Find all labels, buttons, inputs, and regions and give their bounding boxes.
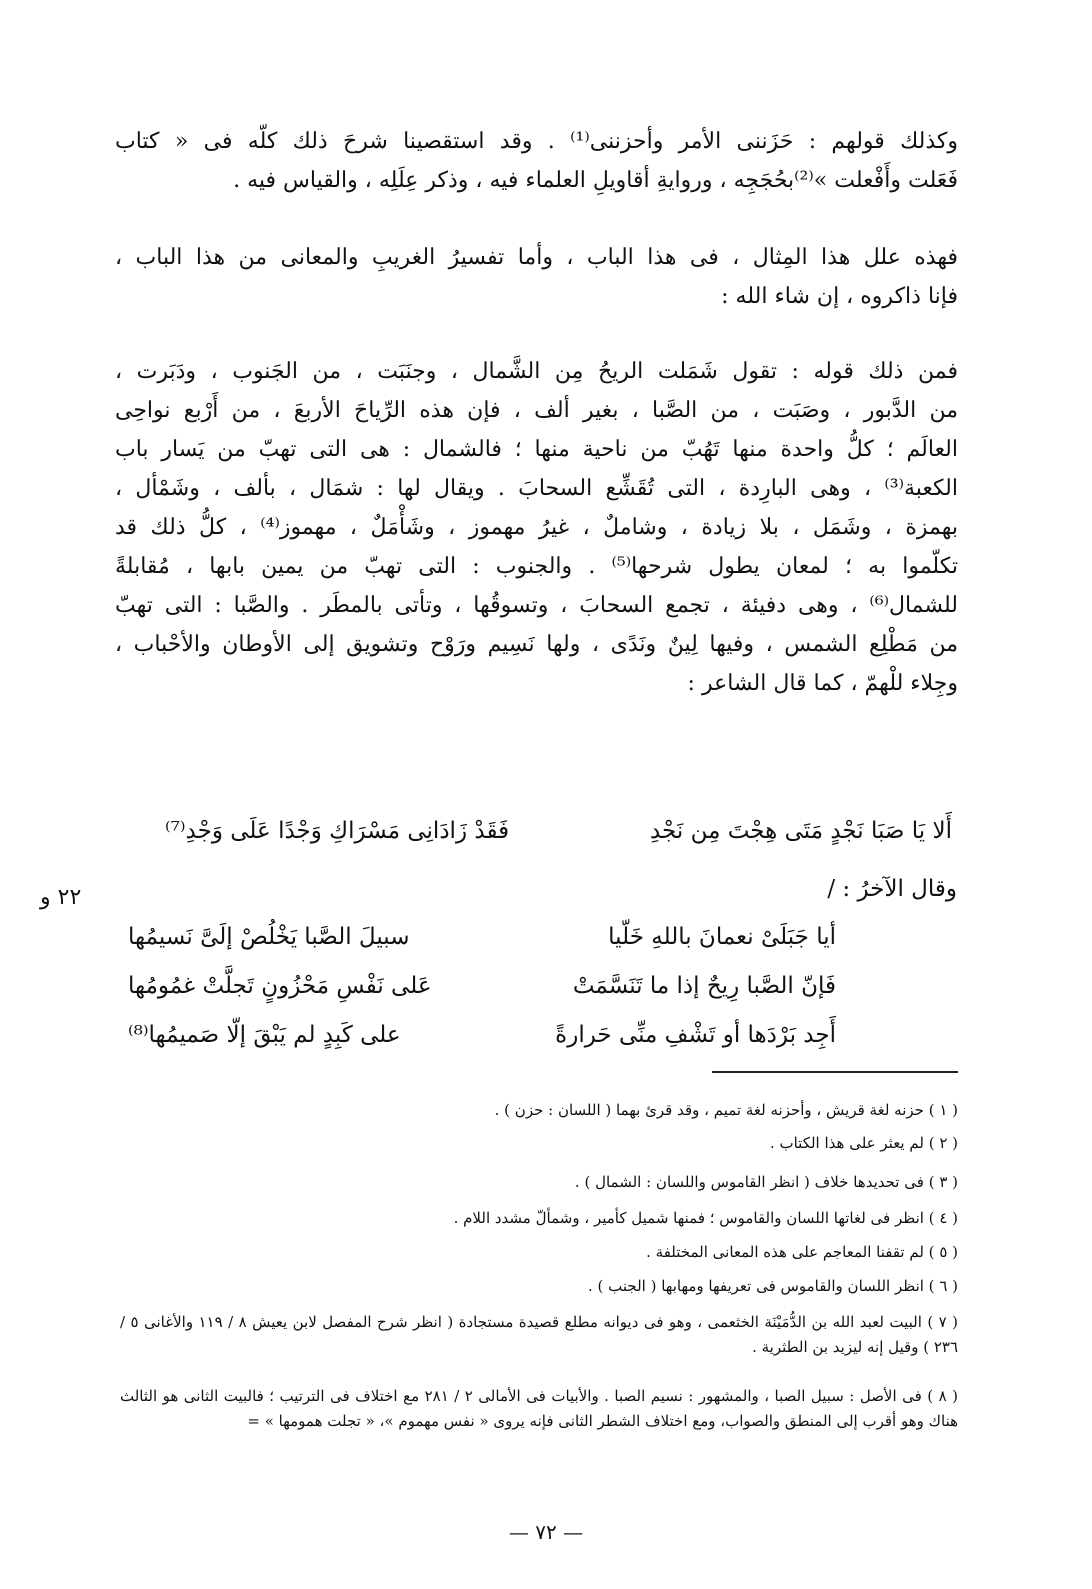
footnote-7: ( ٧ ) البيت لعبد الله بن الدُّمَيْنَة الخثعمى ، وهو فى ديوانه مطلع قصيدة مستجادة ( انظر شرح المفصل لابن يعيش ٨ / ١١٩ والأغانى ٥ / ٢٣٦ ) وقيل إنه ليزيد بن الطثرية . xyxy=(120,1313,959,1356)
footnote-separator xyxy=(712,1071,958,1073)
text-line: الكعبة⁽³⁾ ، وهى البارِدة ، التى تُقَشِّع السحابَ . ويقال لها : شمَال ، بألف ، وشَمْأل ، xyxy=(115,476,958,501)
verse-2-line-2-first: فَإنّ الصَّبا رِيحٌ إذا ما تَنَسَّمَتْ xyxy=(572,973,836,999)
poet-intro: وقال الآخرُ : / xyxy=(827,876,957,902)
text-line: فَعَلت وأَفْعلت »⁽²⁾بحُجَجِه ، وروايةِ أقاويلِ العلماء فيه ، وذكر عِلَلِه ، والقياس فيه . xyxy=(233,168,958,193)
footnote-8: ( ٨ ) فى الأصل : سبيل الصبا ، والمشهور : نسيم الصبا . والأبيات فى الأمالى ٢ / ٢٨١ مع اختلاف فى الترتيب ؛ فالبيت الثانى هو الثالث هناك وهو أقرب إلى المنطق والصواب، ومع اختلاف الشطر الثانى فإنه يروى « نفس مهموم »، « تجلت همومها » = xyxy=(120,1387,958,1430)
text-line: بهمزة ، وشَمَل ، بلا زيادة ، وشاملٌ ، غيرُ مهموز ، وشَأْمَلٌ ، مهموز⁽⁴⁾ ، كلُّ ذلك قد xyxy=(115,515,959,540)
footnote-6: ( ٦ ) انظر اللسان والقاموس فى تعريفها ومهابها ( الجنب ) . xyxy=(588,1277,958,1295)
text-line: من الدَّبور ، وصَبَت ، من الصَّبا ، بغير ألف ، فإن هذه الرِّياحَ الأربعَ ، من أَرْبع نواحِى xyxy=(115,398,958,423)
verse-2-line-3-first: أَجِد بَرْدَها أو تَشْفِ منِّى حَرارةً xyxy=(555,1022,836,1048)
text-line: تكلّموا به ؛ لمعان يطول شرحها⁽⁵⁾ . والجنوب : التى تهبّ من يمين بابها ، مُقابلةً xyxy=(115,554,958,579)
footnote-5: ( ٥ ) لم تقفنا المعاجم على هذه المعانى المختلفة . xyxy=(646,1243,958,1261)
text-line: للشمال⁽⁶⁾ ، وهى دفيئة ، تجمع السحابَ ، وتسوقُها ، وتأتى بالمطَر . والصَّبا : التى تهبّ xyxy=(115,593,958,618)
verse-2-line-3-second: على كَبِدٍ لم يَبْقَ إلّا صَميمُها⁽⁸⁾ xyxy=(128,1022,401,1048)
verse-2-line-2-second: عَلى نَفْسِ مَحْزُونٍ تَجلَّتْ غمُومُها xyxy=(128,973,432,999)
footnote-2: ( ٢ ) لم يعثر على هذا الكتاب . xyxy=(769,1134,958,1152)
verse-1-second-hemistich: فَقَدْ زَادَانِى مَسْرَاكِ وَجْدًا عَلَى وَجْدِ⁽⁷⁾ xyxy=(165,818,510,844)
verse-1-first-hemistich: أَلا يَا صَبَا نَجْدٍ مَتَى هِجْتَ مِن نَجْدِ xyxy=(649,818,952,844)
footnote-3: ( ٣ ) فى تحديدها خلاف ( انظر القاموس واللسان : الشمال ) . xyxy=(574,1173,958,1191)
paragraph-3 xyxy=(115,352,958,703)
text-line: فإنا ذاكروه ، إن شاء الله : xyxy=(721,284,958,309)
text-line: العالَم ؛ كلُّ واحدة منها تَهُبّ من ناحية منها ؛ فالشمال : هى التى تهبّ من يَسار باب xyxy=(115,437,958,462)
text-line: وجِلاء للْهمّ ، كما قال الشاعر : xyxy=(687,671,958,696)
text-line: وكذلك قولهم : حَزَننى الأمر وأحزننى⁽¹⁾ . وقد استقصينا شرحَ ذلك كلّه فى « كتاب xyxy=(115,129,958,154)
paragraph-1 xyxy=(115,122,958,200)
page-number: — ٧٢ — xyxy=(508,1520,584,1544)
text-line: من مَطْلِع الشمس ، وفيها لِينٌ ونَدًى ، ولها نَسِيم ورَوْح وتشويق إلى الأوطان والأحْباب ، xyxy=(115,632,958,657)
footnote-1: ( ١ ) حزنه لغة قريش ، وأحزنه لغة تميم ، وقد قرئ بهما ( اللسان : حزن ) . xyxy=(494,1101,958,1119)
paragraph-2 xyxy=(115,238,958,316)
text-line: فمن ذلك قوله : تقول شَمَلت الريحُ مِن الشَّمال ، وجنَبَت ، من الجَنوب ، ودَبَرت ، xyxy=(115,359,958,384)
verse-2-line-1-first: أيا جَبَلَىْ نعمانَ باللهِ خَلّيا xyxy=(608,924,836,950)
footnote-4: ( ٤ ) انظر فى لغاتها اللسان والقاموس ؛ فمنها شميل كأمير ، وشمألّ مشدد اللام . xyxy=(453,1209,958,1227)
verse-2-line-1-second: سبيلَ الصَّبا يَخْلُصْ إلَىَّ نَسيمُها xyxy=(128,924,410,950)
text-line: فهذه علل هذا المِثال ، فى هذا الباب ، وأما تفسيرُ الغريبِ والمعانى من هذا الباب ، xyxy=(115,245,958,270)
folio-margin-note: ٢٢ و xyxy=(40,885,82,910)
